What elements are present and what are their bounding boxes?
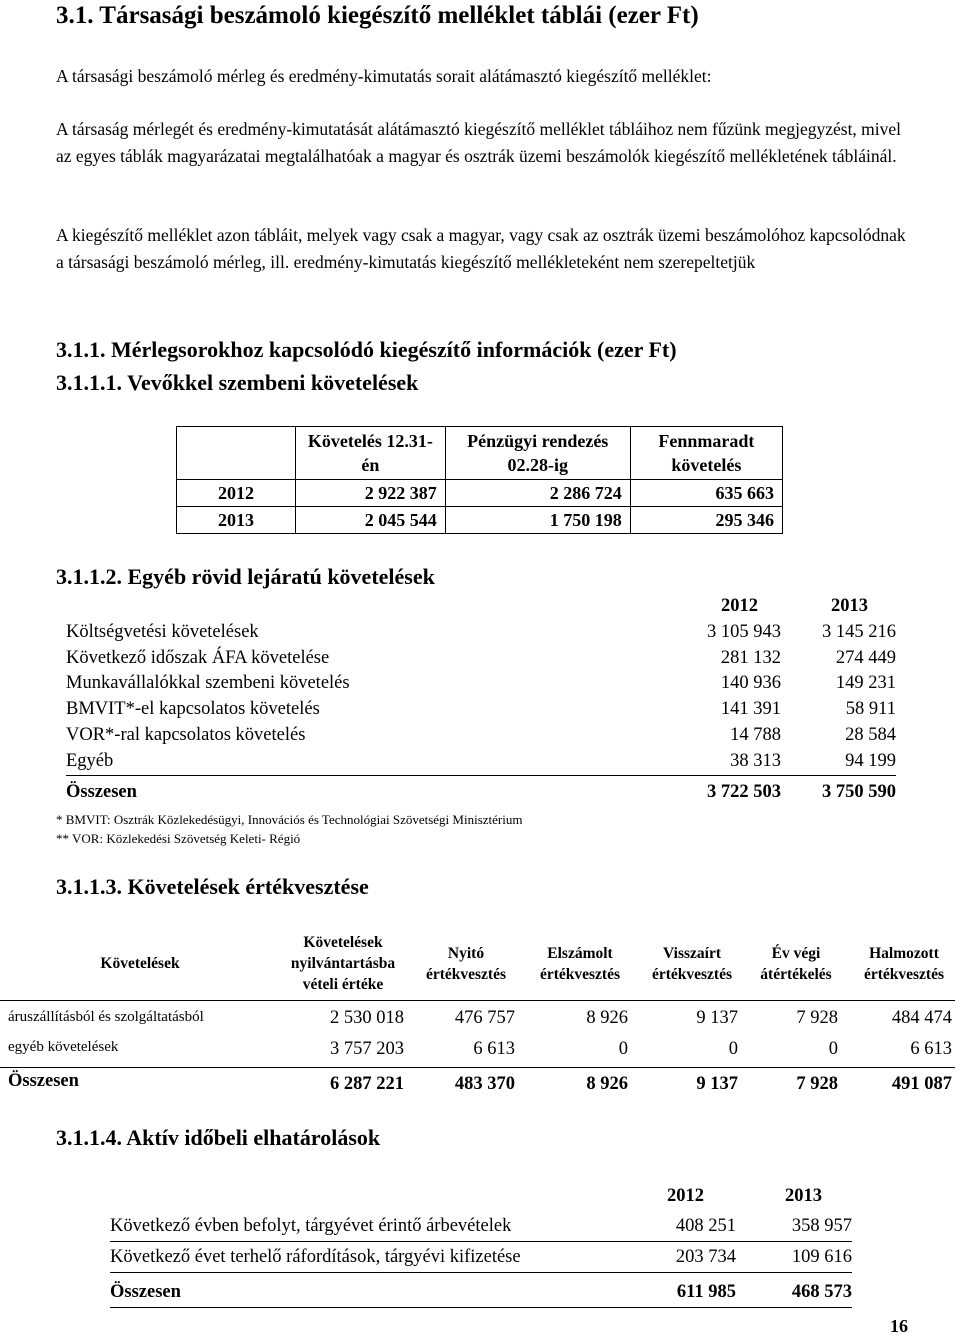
intro-line: A társasági beszámoló mérleg és eredmény-kimutatás sorait alátámasztó kiegészítő melléklet: (56, 66, 712, 86)
table-header-row (110, 1181, 852, 1211)
table-row (110, 1211, 852, 1242)
table-row (177, 480, 783, 507)
table-cell: 109 616 (791, 1247, 852, 1267)
paragraph-1: A társaság mérlegét és eredmény-kimutatását alátámasztó kiegészítő melléklet tábláihoz nem fűzünk megjegyzést, mivel az egyes táblák magyarázatai megtalálhatóak a magyar és osztrák üzemi beszámolók kiegészítő mellékletének tábláinál. (56, 119, 902, 166)
table-row (66, 646, 896, 672)
column-header: Év végi átértékelés (760, 945, 832, 983)
table-cell: 38 313 (730, 750, 781, 771)
table-cell: 281 132 (720, 647, 781, 668)
table-cell: 14 788 (730, 724, 781, 745)
table-cell: 408 251 (675, 1216, 736, 1236)
row-label: Költségvetési követelések (66, 621, 259, 642)
footnote-vor: ** VOR: Közlekedési Szövetség Keleti- Régió (56, 831, 301, 846)
section-heading-3-1-1-4: 3.1.1.4. Aktív időbeli elhatárolások (56, 1125, 381, 1150)
table-cell: 203 734 (675, 1247, 736, 1267)
section-heading-3-1-1-2: 3.1.1.2. Egyéb rövid lejáratú követelések (56, 564, 435, 589)
table-row (66, 620, 896, 646)
table-cell: 9 137 (696, 1008, 738, 1028)
column-header: Elszámolt értékvesztés (539, 945, 621, 983)
table-cell: 6 613 (910, 1039, 952, 1059)
row-label: áruszállításból és szolgáltatásból (8, 1009, 204, 1025)
table-cell: 2 530 018 (330, 1008, 404, 1028)
page-number: 16 (890, 1316, 908, 1336)
row-label: Munkavállalókkal szembeni követelés (66, 673, 350, 694)
table-cell: 141 391 (720, 699, 781, 720)
table-row (66, 671, 896, 697)
section-heading-3-1-1-3: 3.1.1.3. Követelések értékvesztése (56, 874, 369, 899)
column-header: Visszaírt értékvesztés (651, 945, 733, 983)
year-cell: 2013 (177, 507, 296, 534)
row-label: Következő évet terhelő ráfordítások, tárgyévi kifizetése (110, 1247, 521, 1267)
row-label: BMVIT*-el kapcsolatos követelés (66, 699, 320, 720)
total-cell: 6 287 221 (330, 1074, 404, 1094)
row-label: Egyéb (66, 750, 114, 771)
row-label: Következő évben befolyt, tárgyévet érintő árbevételek (110, 1216, 512, 1236)
table-row (66, 749, 896, 776)
table-cell: 2 045 544 (295, 507, 445, 534)
table-header-cell: Pénzügyi rendezés 02.28-ig (445, 427, 630, 480)
row-label: egyéb követelések (8, 1039, 119, 1055)
table-row (66, 697, 896, 723)
total-cell: 3 750 590 (822, 781, 896, 802)
column-header-2013: 2013 (785, 1186, 822, 1206)
table-cell: 7 928 (796, 1008, 838, 1028)
total-cell: 7 928 (796, 1074, 838, 1094)
total-label: Összesen (8, 1071, 79, 1091)
row-label: Következő időszak ÁFA követelése (66, 647, 330, 668)
total-cell: 491 087 (891, 1074, 952, 1094)
table-row (66, 723, 896, 749)
row-label: VOR*-ral kapcsolatos követelés (66, 724, 306, 745)
column-header: Követelések (100, 955, 180, 972)
divider (0, 1000, 955, 1001)
other-receivables-table (66, 594, 896, 805)
column-header: Nyitó értékvesztés (425, 945, 507, 983)
table-cell: 6 613 (473, 1039, 515, 1059)
table-row (177, 507, 783, 534)
table-cell: 358 957 (791, 1216, 852, 1236)
table-cell: 149 231 (835, 673, 896, 694)
total-row (66, 780, 896, 806)
column-header-2012: 2012 (721, 596, 758, 616)
table-cell: 3 145 216 (822, 621, 896, 642)
column-header: Halmozott értékvesztés (863, 945, 945, 983)
page-title: 3.1. Társasági beszámoló kiegészítő melléklet táblái (ezer Ft) (56, 2, 699, 29)
table-cell: 28 584 (845, 724, 896, 745)
table-cell: 484 474 (891, 1008, 952, 1028)
table-header-row (177, 427, 783, 480)
table-cell: 140 936 (720, 673, 781, 694)
table-cell: 274 449 (835, 647, 896, 668)
total-cell: 483 370 (454, 1074, 515, 1094)
receivables-table (176, 426, 783, 534)
column-header-2013: 2013 (831, 596, 868, 616)
section-heading-3-1-1-1: 3.1.1.1. Vevőkkel szembeni követelések (56, 370, 419, 395)
table-cell: 0 (828, 1039, 838, 1059)
paragraph-2: A kiegészítő melléklet azon tábláit, melyek vagy csak a magyar, vagy csak az osztrák üzemi beszámolóhoz kapcsolódnak a társasági beszámoló mérleg, ill. eredmény-kimutatás kiegészítő mellékleteként nem szerepeltetjük (56, 225, 906, 272)
table-cell: 3 757 203 (330, 1039, 404, 1059)
total-cell: 8 926 (586, 1074, 628, 1094)
table-cell: 8 926 (586, 1008, 628, 1028)
year-cell: 2012 (177, 480, 296, 507)
section-heading-3-1-1: 3.1.1. Mérlegsorokhoz kapcsolódó kiegészítő információk (ezer Ft) (56, 337, 677, 362)
table-header-row (66, 594, 896, 620)
table-header-cell: Követelés 12.31-én (295, 427, 445, 480)
total-cell: 3 722 503 (707, 781, 781, 802)
column-header: Követelések nyilvántartásba vételi értéke (290, 934, 396, 993)
table-cell: 2 922 387 (295, 480, 445, 507)
total-cell: 468 573 (791, 1282, 852, 1302)
table-cell: 94 199 (845, 750, 896, 771)
table-cell: 3 105 943 (707, 621, 781, 642)
total-cell: 9 137 (696, 1074, 738, 1094)
accrued-income-table (110, 1181, 852, 1308)
total-label: Összesen (66, 781, 137, 802)
table-cell: 0 (618, 1039, 628, 1059)
table-cell: 1 750 198 (445, 507, 630, 534)
table-cell: 635 663 (630, 480, 782, 507)
table-header-cell: Fennmaradt követelés (630, 427, 782, 480)
table-cell: 295 346 (630, 507, 782, 534)
total-label: Összesen (110, 1282, 181, 1302)
table-row (110, 1242, 852, 1273)
total-row (110, 1277, 852, 1308)
table-header-cell (177, 427, 296, 480)
table-cell: 58 911 (845, 699, 896, 720)
table-cell: 0 (728, 1039, 738, 1059)
table-cell: 2 286 724 (445, 480, 630, 507)
total-cell: 611 985 (676, 1282, 736, 1302)
divider (0, 1067, 955, 1068)
table-cell: 476 757 (454, 1008, 515, 1028)
column-header-2012: 2012 (667, 1186, 704, 1206)
footnote-bmvit: * BMVIT: Osztrák Közlekedésügyi, Innovációs és Technológiai Szövetségi Minisztérium (56, 812, 523, 827)
